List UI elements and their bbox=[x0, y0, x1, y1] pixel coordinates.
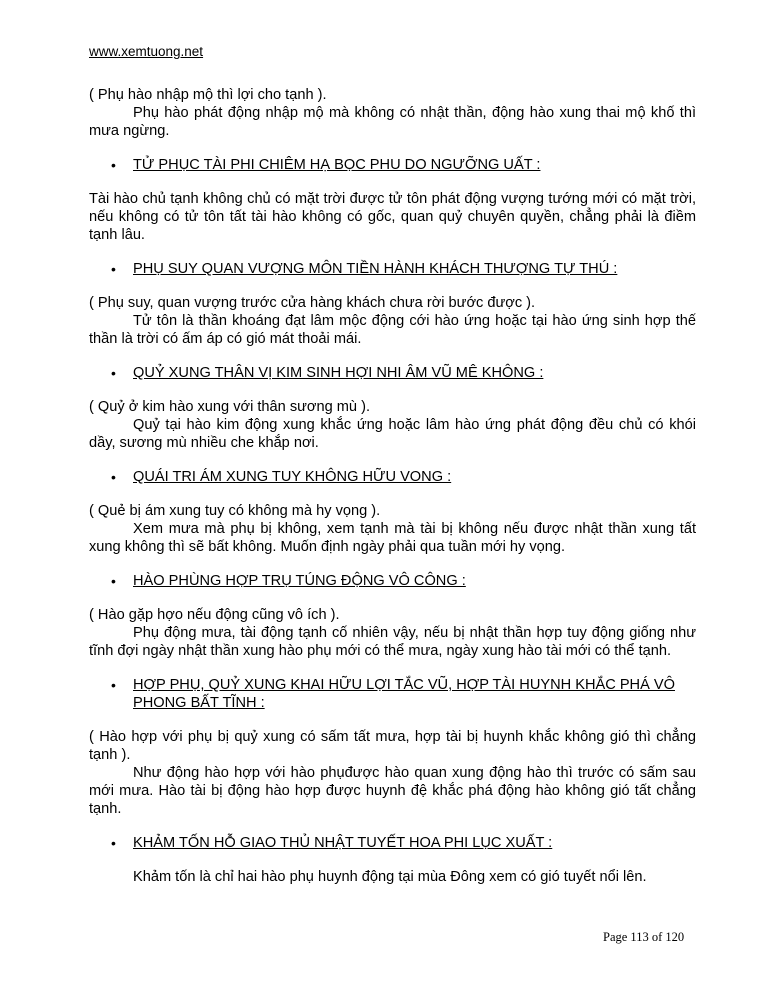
body-paragraph: Xem mưa mà phụ bị không, xem tạnh mà tài bị không nếu được nhật thần xung tất xung không thì sẽ bất không. Muốn định ngày phải qua tuần mới hy vọng. bbox=[89, 521, 696, 555]
site-link[interactable]: www.xemtuong.net bbox=[89, 44, 204, 59]
note-text: ( Hào hợp với phụ bị quỷ xung có sấm tất mưa, hợp tài bị huynh khắc không gió thì chẳng tạnh ). bbox=[89, 729, 696, 763]
section-heading bbox=[89, 364, 696, 382]
heading-text: TỬ PHỤC TÀI PHI CHIÊM HẠ BỌC PHU DO NGƯỠNG UẤT : bbox=[133, 157, 541, 173]
body-paragraph: Tử tôn là thần khoáng đạt lâm mộc động cới hào ứng hoặc tại hào ứng sinh hợp thế thần là trời có ấm áp có gió mát thoải mái. bbox=[89, 313, 696, 347]
note-text: ( Phụ hào nhập mộ thì lợi cho tạnh ). bbox=[89, 87, 327, 103]
note-text: ( Quỷ ở kim hào xung với thân sương mù ). bbox=[89, 399, 371, 415]
note-text: ( Phụ suy, quan vượng trước cửa hàng khách chưa rời bước được ). bbox=[89, 295, 536, 311]
page-number: Page 113 of 120 bbox=[603, 930, 685, 944]
section-heading bbox=[89, 572, 696, 590]
bullet-icon: • bbox=[111, 365, 116, 381]
bullet-icon: • bbox=[111, 573, 116, 589]
section-heading bbox=[89, 676, 696, 712]
body-paragraph: Khảm tốn là chỉ hai hào phụ huynh động tại mùa Đông xem có gió tuyết nổi lên. bbox=[133, 869, 647, 885]
heading-text: QUỶ XUNG THÂN VỊ KIM SINH HỢI NHI ÂM VŨ MÊ KHÔNG : bbox=[133, 365, 544, 381]
body-paragraph: Phụ động mưa, tài động tạnh cố nhiên vậy, nếu bị nhật thần hợp tuy động giống như tĩnh đợi ngày nhật thần xung hào phụ mới có thể mưa, ngày xung hào tài mới có thể tạnh. bbox=[89, 625, 696, 659]
bullet-icon: • bbox=[111, 157, 116, 173]
section-heading bbox=[89, 260, 696, 278]
heading-text: HỢP PHỤ, QUỶ XUNG KHAI HỮU LỢI TẮC VŨ, HỢP TÀI HUYNH KHẮC PHÁ VÔ PHONG BẤT TĨNH : bbox=[133, 677, 675, 711]
note-text: ( Quẻ bị ám xung tuy có không mà hy vọng ). bbox=[89, 503, 381, 519]
note-text: ( Hào gặp hợo nếu động cũng vô ích ). bbox=[89, 607, 340, 623]
section-heading bbox=[89, 156, 696, 174]
body-paragraph: Tài hào chủ tạnh không chủ có mặt trời được tử tôn phát động vượng tướng mới có mặt trời, nếu không có tử tôn tất tài hào không có gốc, quan quỷ chuyên quyền, chẳng phải là điềm tạnh lâu. bbox=[89, 191, 696, 243]
section-heading bbox=[89, 468, 696, 486]
heading-text: QUÁI TRI ÁM XUNG TUY KHÔNG HỮU VONG : bbox=[133, 469, 452, 485]
section-heading bbox=[89, 834, 696, 852]
body-paragraph: Quỷ tại hào kim động xung khắc ứng hoặc lâm hào ứng phát động đều chủ có khói dầy, sương mù nhiều che khắp nơi. bbox=[89, 417, 696, 451]
bullet-icon: • bbox=[111, 469, 116, 485]
bullet-icon: • bbox=[111, 261, 116, 277]
heading-text: KHẢM TỐN HỖ GIAO THỦ NHẬT TUYẾT HOA PHI LỤC XUẤT : bbox=[133, 835, 553, 851]
heading-text: PHỤ SUY QUAN VƯỢNG MÔN TIỀN HÀNH KHÁCH THƯỢNG TỰ THÚ : bbox=[133, 261, 618, 277]
bullet-icon: • bbox=[111, 677, 116, 693]
heading-text: HÀO PHÙNG HỢP TRỤ TÚNG ĐỘNG VÔ CÔNG : bbox=[133, 573, 466, 589]
bullet-icon: • bbox=[111, 835, 116, 851]
body-paragraph: Phụ hào phát động nhập mộ mà không có nhật thần, động hào xung thai mộ khố thì mưa ngừng. bbox=[89, 105, 696, 139]
document-body bbox=[89, 86, 696, 886]
body-paragraph: Như động hào hợp với hào phụđược hào quan xung động hào thì trước có sấm sau mới mưa. Hào tài bị động hào hợp được huynh đệ khắc phá động hào không gió tất chẳng tạnh. bbox=[89, 765, 696, 817]
